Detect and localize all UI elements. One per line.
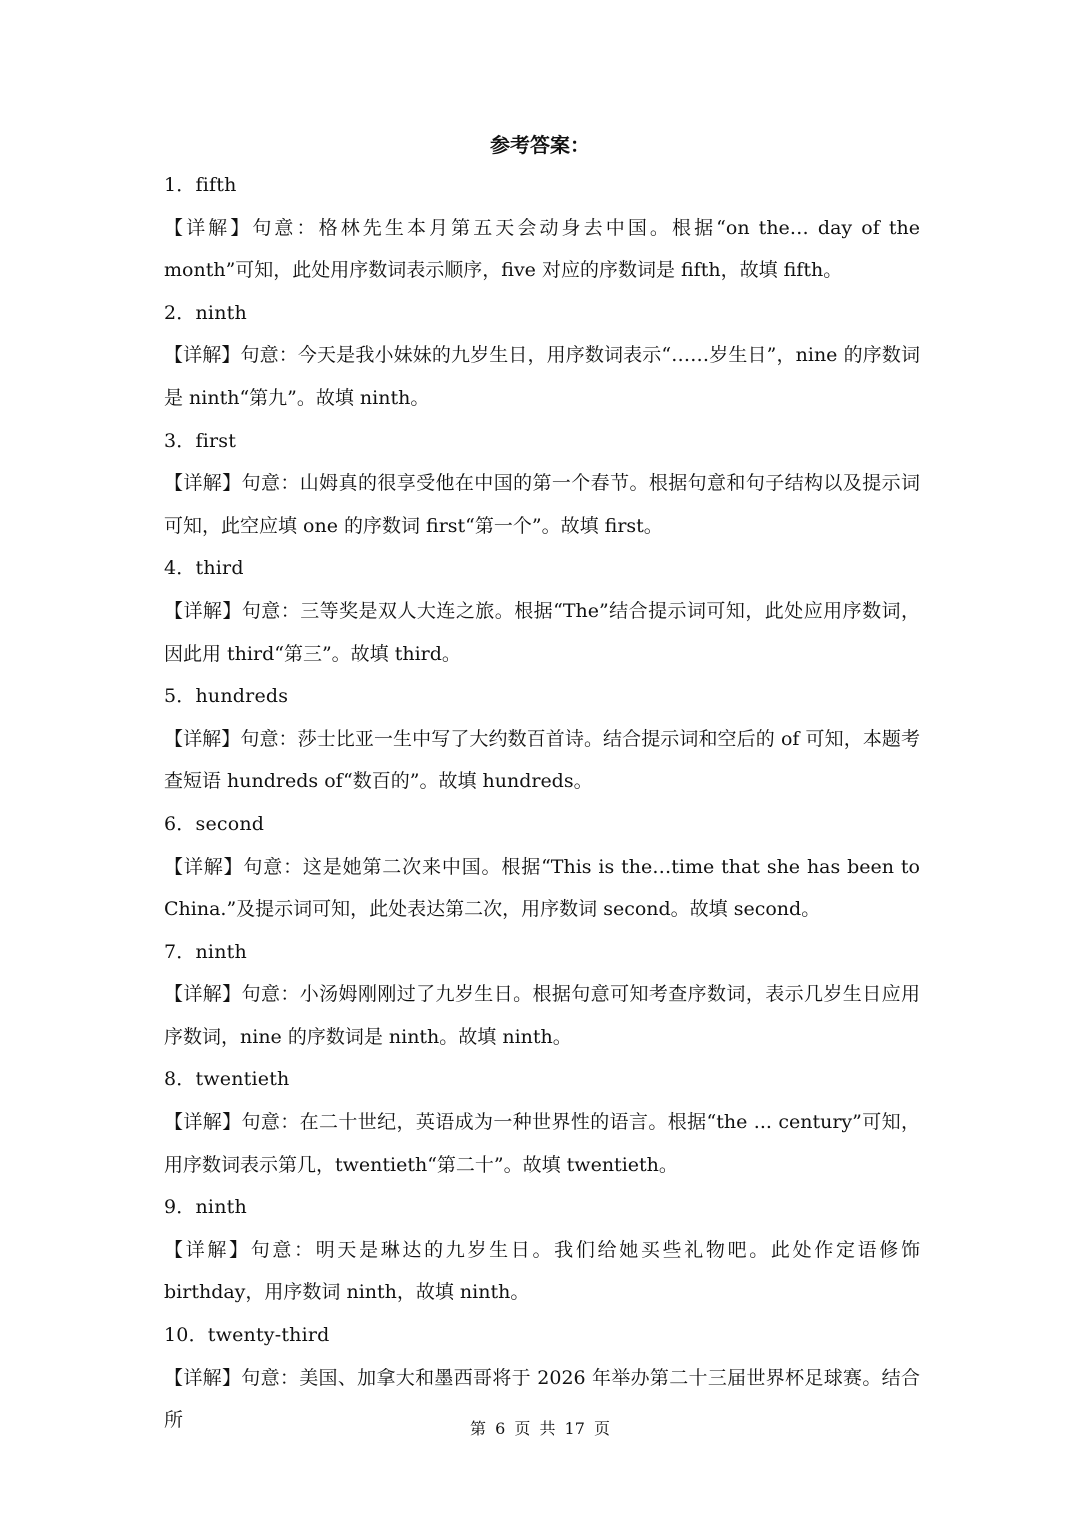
explanation-text: 【详解】句意：在二十世纪，英语成为一种世界性的语言。根据“the ... century”可知，用序数词表示第几，twentieth“第二十”。故填 twentieth。 [164, 1111, 920, 1176]
answer-item [164, 420, 920, 548]
answer-list [164, 164, 920, 1442]
explanation-text: 【详解】句意：莎士比亚一生中写了大约数百首诗。结合提示词和空后的 of 可知，本题考查短语 hundreds of“数百的”。故填 hundreds。 [164, 727, 920, 793]
answer-item [164, 675, 920, 803]
explanation-text: 【详解】句意：三等奖是双人大连之旅。根据“The”结合提示词可知，此处应用序数词，因此用 third“第三”。故填 third。 [164, 599, 920, 665]
answer-text: 6．second [164, 812, 265, 835]
answer-item [164, 1058, 920, 1186]
explanation-text: 【详解】句意：明天是琳达的九岁生日。我们给她买些礼物吧。此处作定语修饰 birthday，用序数词 ninth，故填 ninth。 [164, 1238, 920, 1304]
answer-text: 8．twentieth [164, 1068, 290, 1091]
answer-item [164, 292, 920, 420]
explanation-text: 【详解】句意：美国、加拿大和墨西哥将于 2026 年举办第二十三届世界杯足球赛。结合所 [164, 1366, 920, 1432]
answer-item [164, 931, 920, 1059]
answer-item [164, 547, 920, 675]
answer-text: 4．third [164, 557, 244, 580]
explanation-text: 【详解】句意：这是她第二次来中国。根据“This is the…time that she has been to China.”及提示词可知，此处表达第二次，用序数词 second。故填 second。 [164, 855, 920, 921]
page-number: 第 6 页 共 17 页 [470, 1419, 610, 1438]
answer-text: 10．twenty-third [164, 1324, 330, 1347]
answer-item [164, 1186, 920, 1314]
answer-text: 3．first [164, 429, 237, 452]
explanation-text: 【详解】句意：小汤姆刚刚过了九岁生日。根据句意可知考查序数词，表示几岁生日应用序数词，nine 的序数词是 ninth。故填 ninth。 [164, 983, 920, 1048]
answer-text: 1．fifth [164, 174, 237, 196]
answer-text: 7．ninth [164, 940, 247, 963]
answer-text: 5．hundreds [164, 685, 289, 708]
page-title: 参考答案： [490, 133, 590, 157]
answer-item [164, 803, 920, 931]
explanation-text: 【详解】句意：格林先生本月第五天会动身去中国。根据“on the… day of the month”可知，此处用序数词表示顺序，five 对应的序数词是 fifth，故填 fifth。 [164, 216, 920, 282]
answer-text: 9．ninth [164, 1196, 247, 1219]
explanation-text: 【详解】句意：今天是我小妹妹的九岁生日，用序数词表示“……岁生日”，nine 的序数词是 ninth“第九”。故填 ninth。 [164, 344, 920, 409]
explanation-text: 【详解】句意：山姆真的很享受他在中国的第一个春节。根据句意和句子结构以及提示词可知，此空应填 one 的序数词 first“第一个”。故填 first。 [164, 472, 920, 537]
answer-text: 2．ninth [164, 301, 247, 324]
answer-item [164, 164, 920, 292]
